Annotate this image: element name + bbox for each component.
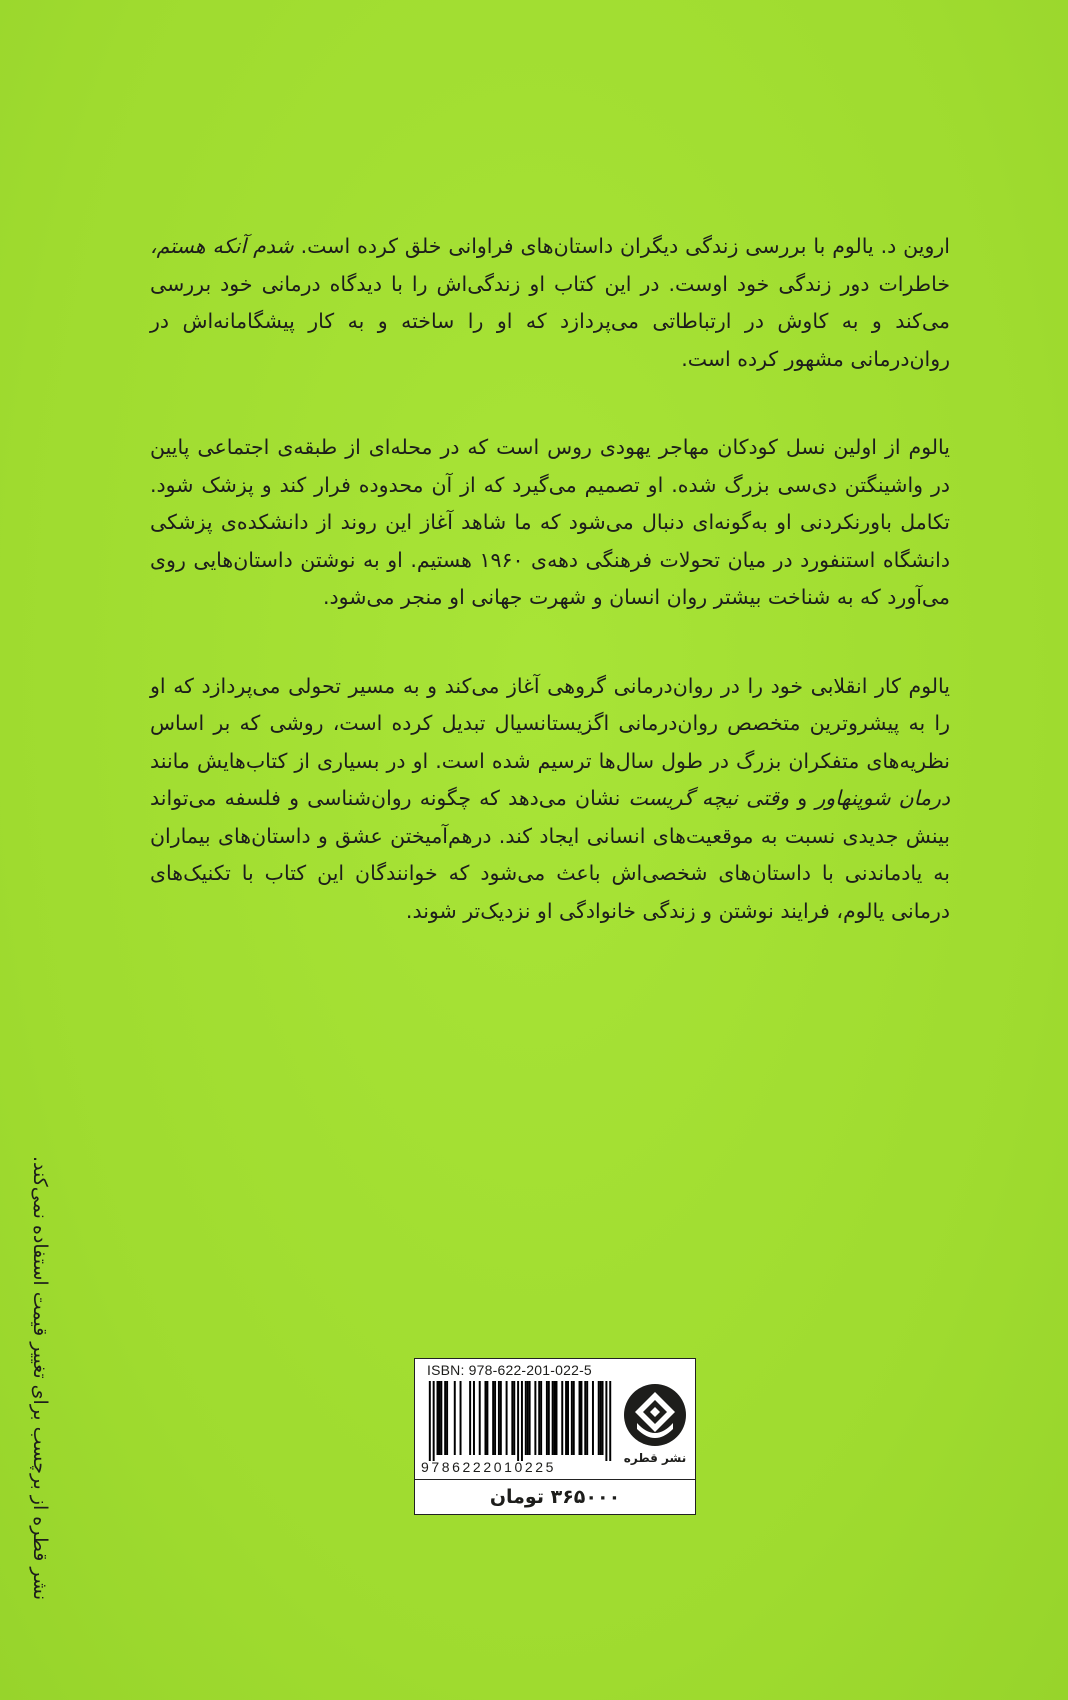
barcode-bar xyxy=(429,1381,431,1461)
barcode-bar xyxy=(527,1381,529,1455)
barcode-bar xyxy=(579,1381,581,1455)
barcode-bar xyxy=(534,1381,536,1455)
blurb-paragraph-3 xyxy=(150,668,950,931)
barcode-bar xyxy=(605,1381,607,1461)
book-title-becoming-myself: شدم آنکه هستم، xyxy=(150,234,294,258)
barcode-bar xyxy=(586,1381,588,1455)
barcode-bar xyxy=(444,1381,446,1455)
barcode-bar xyxy=(498,1381,500,1455)
barcode-bar xyxy=(525,1381,527,1455)
book-title-when-nietzsche-wept: وقتی نیچه گریست xyxy=(628,786,790,810)
barcode-bar xyxy=(517,1381,519,1461)
book-title-schopenhauer-cure: درمان شوپنهاور xyxy=(815,786,950,810)
barcode-bar xyxy=(460,1381,462,1455)
barcode-bar xyxy=(548,1381,550,1455)
barcode-bar xyxy=(529,1381,531,1455)
barcode-bar xyxy=(511,1381,513,1455)
barcode-bar xyxy=(494,1381,496,1455)
blurb-paragraph-2: یالوم از اولین نسل کودکان مهاجر یهودی روس است که در محله‌ای از طبقه‌ی اجتماعی پایین در واشینگتن دی‌سی بزرگ شده. او تصمیم می‌گیرد که از آن محدوده فرار کند و پزشک شود. تکامل باورنکردنی او به‌گونه‌ای دنبال می‌شود که ما شاهد آغاز این روند از دانشکده‌ی پزشکی دانشگاه استنفورد در میان تحولات فرهنگی دهه‌ی ۱۹۶۰ هستیم. او به نوشتن داستان‌هایی روی می‌آورد که به شناخت بیشتر روان انسان و شهرت جهانی او منجر می‌شود. xyxy=(150,435,950,609)
barcode-bar xyxy=(600,1381,602,1455)
blurb-p3-before: یالوم کار انقلابی خود را در روان‌درمانی گروهی آغاز می‌کند و به مسیر تحولی می‌پردازد که او را به پیشروترین متخصص روان‌درمانی اگزیستانسیال تبدیل کرده است، روشی که بر اساس نظریه‌های متفکران بزرگ در طول سال‌ها ترسیم شده است. او در بسیاری از کتاب‌هایش مانند xyxy=(150,673,950,773)
blurb-p3-joiner: و xyxy=(797,786,808,810)
barcode-bar xyxy=(573,1381,575,1455)
blurb-p3-after: نشان می‌دهد که چگونه روان‌شناسی و فلسفه می‌تواند بینش جدیدی نسبت به موقعیت‌های انسانی ایجاد کند. درهم‌آمیختن عشق و داستان‌های بیماران به یادماندنی با داستان‌های شخصی‌اش باعث می‌شود که خوانندگان این کتاب با تکنیک‌های درمانی یالوم، فرایند نوشتن و زندگی خانوادگی او نزدیک‌تر شوند. xyxy=(150,786,950,923)
barcode-bar xyxy=(567,1381,569,1455)
barcode-bar xyxy=(565,1381,567,1455)
barcode-bar xyxy=(440,1381,442,1455)
price-label-notice: نشر قطره از برچسب برای تغییر قیمت استفاده نمی‌کند. xyxy=(29,1155,51,1600)
barcode-bar xyxy=(433,1381,435,1461)
ean-digits: 9786222010225 xyxy=(421,1459,557,1475)
blurb-p1-rest: خاطرات دور زندگی خود اوست. در این کتاب او زندگی‌اش را با دیدگاه درمانی خود بررسی می‌کند و به کاوش در ارتباطاتی می‌پردازد که او را ساخته و به کار پیشگامانه‌اش در روان‌درمانی مشهور کرده است. xyxy=(150,271,950,371)
barcode-bar xyxy=(437,1381,439,1455)
barcode-bar xyxy=(500,1381,502,1455)
barcode-bar xyxy=(513,1381,515,1455)
barcode-bar xyxy=(602,1381,604,1455)
barcode-bar xyxy=(484,1381,486,1455)
barcode-box xyxy=(414,1358,696,1515)
barcode-bar xyxy=(552,1381,554,1455)
barcode-bar xyxy=(609,1381,611,1461)
blurb-paragraph-1 xyxy=(150,228,950,378)
barcode-bar xyxy=(584,1381,586,1455)
barcode-bar xyxy=(546,1381,548,1455)
barcode-bar xyxy=(521,1381,523,1461)
barcode-bar xyxy=(454,1381,456,1455)
publisher-logo-icon xyxy=(623,1383,687,1447)
barcode-bar xyxy=(492,1381,494,1455)
isbn-label: ISBN: 978-622-201-022-5 xyxy=(427,1362,592,1378)
barcode-bar xyxy=(473,1381,475,1455)
barcode-bar xyxy=(571,1381,573,1455)
barcode-bar xyxy=(446,1381,448,1455)
barcode-bar xyxy=(580,1381,582,1455)
barcode-bar xyxy=(479,1381,481,1455)
barcode-bar xyxy=(556,1381,558,1455)
price-tag: ۳۶۵۰۰۰ تومان xyxy=(415,1479,695,1515)
barcode-bar xyxy=(561,1381,563,1455)
barcode-bar xyxy=(538,1381,540,1455)
barcode-bar xyxy=(598,1381,600,1455)
blurb-text xyxy=(150,228,950,981)
barcode-bar xyxy=(506,1381,508,1455)
barcode-bar xyxy=(469,1381,471,1455)
barcode-bar xyxy=(554,1381,556,1455)
barcode-bar xyxy=(486,1381,488,1455)
barcode-bars xyxy=(425,1381,615,1461)
blurb-p1-intro: اروین د. یالوم با بررسی زندگی دیگران داستان‌های فراوانی خلق کرده است. xyxy=(300,234,950,258)
publisher-name: نشر قطره xyxy=(623,1451,687,1465)
barcode-bar xyxy=(438,1381,440,1455)
barcode-bar xyxy=(592,1381,594,1455)
barcode-bar xyxy=(540,1381,542,1455)
